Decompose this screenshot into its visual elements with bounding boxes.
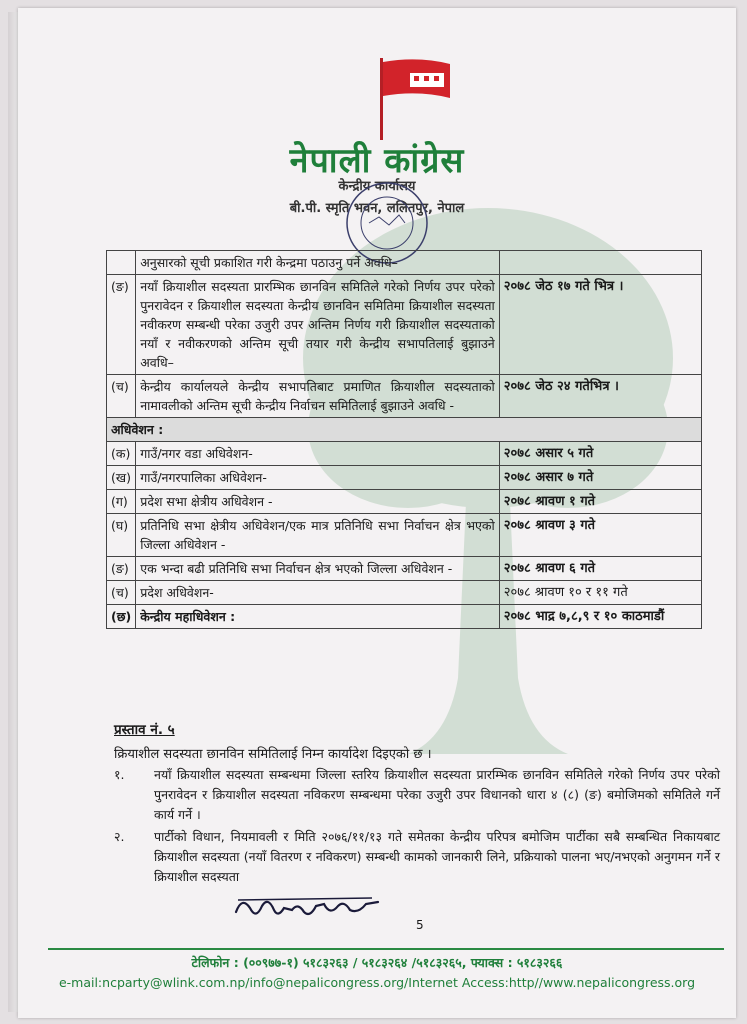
row-deadline: [499, 251, 701, 275]
table-row: [107, 514, 702, 557]
handwritten-signature: [232, 892, 382, 926]
row-label: (ङ): [107, 275, 136, 375]
row-description: एक भन्दा बढी प्रतिनिधि सभा निर्वाचन क्षेत्र भएको जिल्ला अधिवेशन -: [136, 557, 500, 581]
row-deadline: २०७८ श्रावण १० र ११ गते: [499, 581, 701, 605]
office-name: केन्द्रीय कार्यालय: [338, 179, 416, 194]
table-row: [107, 275, 702, 375]
row-deadline: २०७८ जेठ २४ गतेभित्र ।: [499, 375, 701, 418]
list-item: [114, 765, 720, 825]
table-row: [107, 605, 702, 629]
party-flag-icon: [378, 58, 454, 140]
proposal-list: [114, 765, 720, 889]
table-row: [107, 490, 702, 514]
row-deadline: २०७८ श्रावण ६ गते: [499, 557, 701, 581]
table-row: [107, 442, 702, 466]
row-description: नयाँ क्रियाशील सदस्यता प्रारम्भिक छानविन समितिले गरेको निर्णय उपर परेको पुनरावेदन र क्रियाशील सदस्यता केन्द्रीय छानविन समितिमा क्रियाशील सदस्यता नवीकरण सम्बन्धी परेका उजुरी उपर अन्तिम निर्णय गरी क्रियाशील सदस्यताको नयाँ र नवीकरणको अन्तिम सूची तयार गरी केन्द्रीय सभापतिलाई बुझाउने अवधि–: [136, 275, 500, 375]
table-row: [107, 581, 702, 605]
row-description: प्रदेश अधिवेशन-: [136, 581, 500, 605]
row-deadline: २०७८ असार ५ गते: [499, 442, 701, 466]
row-deadline: २०७८ असार ७ गते: [499, 466, 701, 490]
list-item-number: २.: [114, 829, 125, 844]
page-number: 5: [416, 918, 424, 932]
row-description: गाउँ/नगरपालिका अधिवेशन-: [136, 466, 500, 490]
row-label: (क): [107, 442, 136, 466]
party-name: नेपाली कांग्रेस: [289, 141, 465, 181]
row-label: (च): [107, 375, 136, 418]
list-item-number: १.: [114, 767, 125, 782]
row-description: केन्द्रीय महाधिवेशन :: [136, 605, 500, 629]
document-page: [18, 8, 736, 1018]
row-description: अनुसारको सूची प्रकाशित गरी केन्द्रमा पठाउनु पर्ने अवधि–: [136, 251, 500, 275]
row-label: (ङ): [107, 557, 136, 581]
row-description: प्रतिनिधि सभा क्षेत्रीय अधिवेशन/एक मात्र प्रतिनिधि सभा निर्वाचन क्षेत्र भएको जिल्ला अधिवेशन -: [136, 514, 500, 557]
table-row: [107, 375, 702, 418]
row-description: गाउँ/नगर वडा अधिवेशन-: [136, 442, 500, 466]
row-deadline: २०७८ श्रावण ३ गते: [499, 514, 701, 557]
footer-email: e-mail:ncparty@wlink.com.np/info@nepalicongress.org/Internet Access:http//www.nepalicongress.org: [58, 975, 696, 990]
table-row: [107, 466, 702, 490]
schedule-table: [106, 250, 702, 629]
row-deadline: २०७८ भाद्र ७,८,९ र १० काठमाडौं: [499, 605, 701, 629]
row-description: केन्द्रीय कार्यालयले केन्द्रीय सभापतिबाट प्रमाणित क्रियाशील सदस्यताको नामावलीको अन्तिम सूची केन्द्रीय निर्वाचन समितिलाई बुझाउने अवधि -: [136, 375, 500, 418]
row-label: [107, 251, 136, 275]
row-label: (घ): [107, 514, 136, 557]
office-address: बी.पी. स्मृति भवन, ललितपुर, नेपाल: [289, 201, 465, 216]
row-deadline: २०७८ जेठ १७ गते भित्र ।: [499, 275, 701, 375]
row-label: (च): [107, 581, 136, 605]
section-title: अधिवेशन :: [107, 418, 702, 442]
row-label: (ख): [107, 466, 136, 490]
row-label: (छ): [107, 605, 136, 629]
list-item-text: पार्टीको विधान, नियमावली र मिति २०७६/११/१३ गते समेतका केन्द्रीय परिपत्र बमोजिम पार्टीका सबै सम्बन्धित निकायबाट क्रियाशील सदस्यता (नयाँ वितरण र नविकरण) सम्बन्धी कामको जानकारी लिने, प्रक्रियाको पालना भए/नभएको अनुगमन गर्ने र क्रियाशील सदस्यता: [154, 829, 720, 884]
row-deadline: २०७८ श्रावण १ गते: [499, 490, 701, 514]
table-row: [107, 251, 702, 275]
list-item: [114, 827, 720, 887]
table-row: [107, 557, 702, 581]
proposal-intro: क्रियाशील सदस्यता छानविन समितिलाई निम्न कार्यादेश दिइएको छ ।: [114, 747, 432, 762]
section-header-row: [107, 418, 702, 442]
proposal-title: प्रस्ताव नं. ५: [114, 722, 175, 738]
footer-phone: टेलिफोन : (००९७७-१) ५१८३२६३ / ५१८३२६४ /५१८३२६५, फ्याक्स : ५१८३२६६: [191, 955, 563, 970]
footer-divider: [48, 948, 724, 950]
row-label: (ग): [107, 490, 136, 514]
list-item-text: नयाँ क्रियाशील सदस्यता सम्बन्धमा जिल्ला स्तरिय क्रियाशील सदस्यता प्रारम्भिक छानविन समितिले गरेको निर्णय उपर परेको पुनरावेदन र क्रियाशील सदस्यता नविकरण सम्बन्धमा परेका उजुरी उपर विधानको धारा ४ (८) (ङ) बमोजिमको समितिले गर्ने कार्य गर्ने ।: [154, 767, 720, 822]
row-description: प्रदेश सभा क्षेत्रीय अधिवेशन -: [136, 490, 500, 514]
